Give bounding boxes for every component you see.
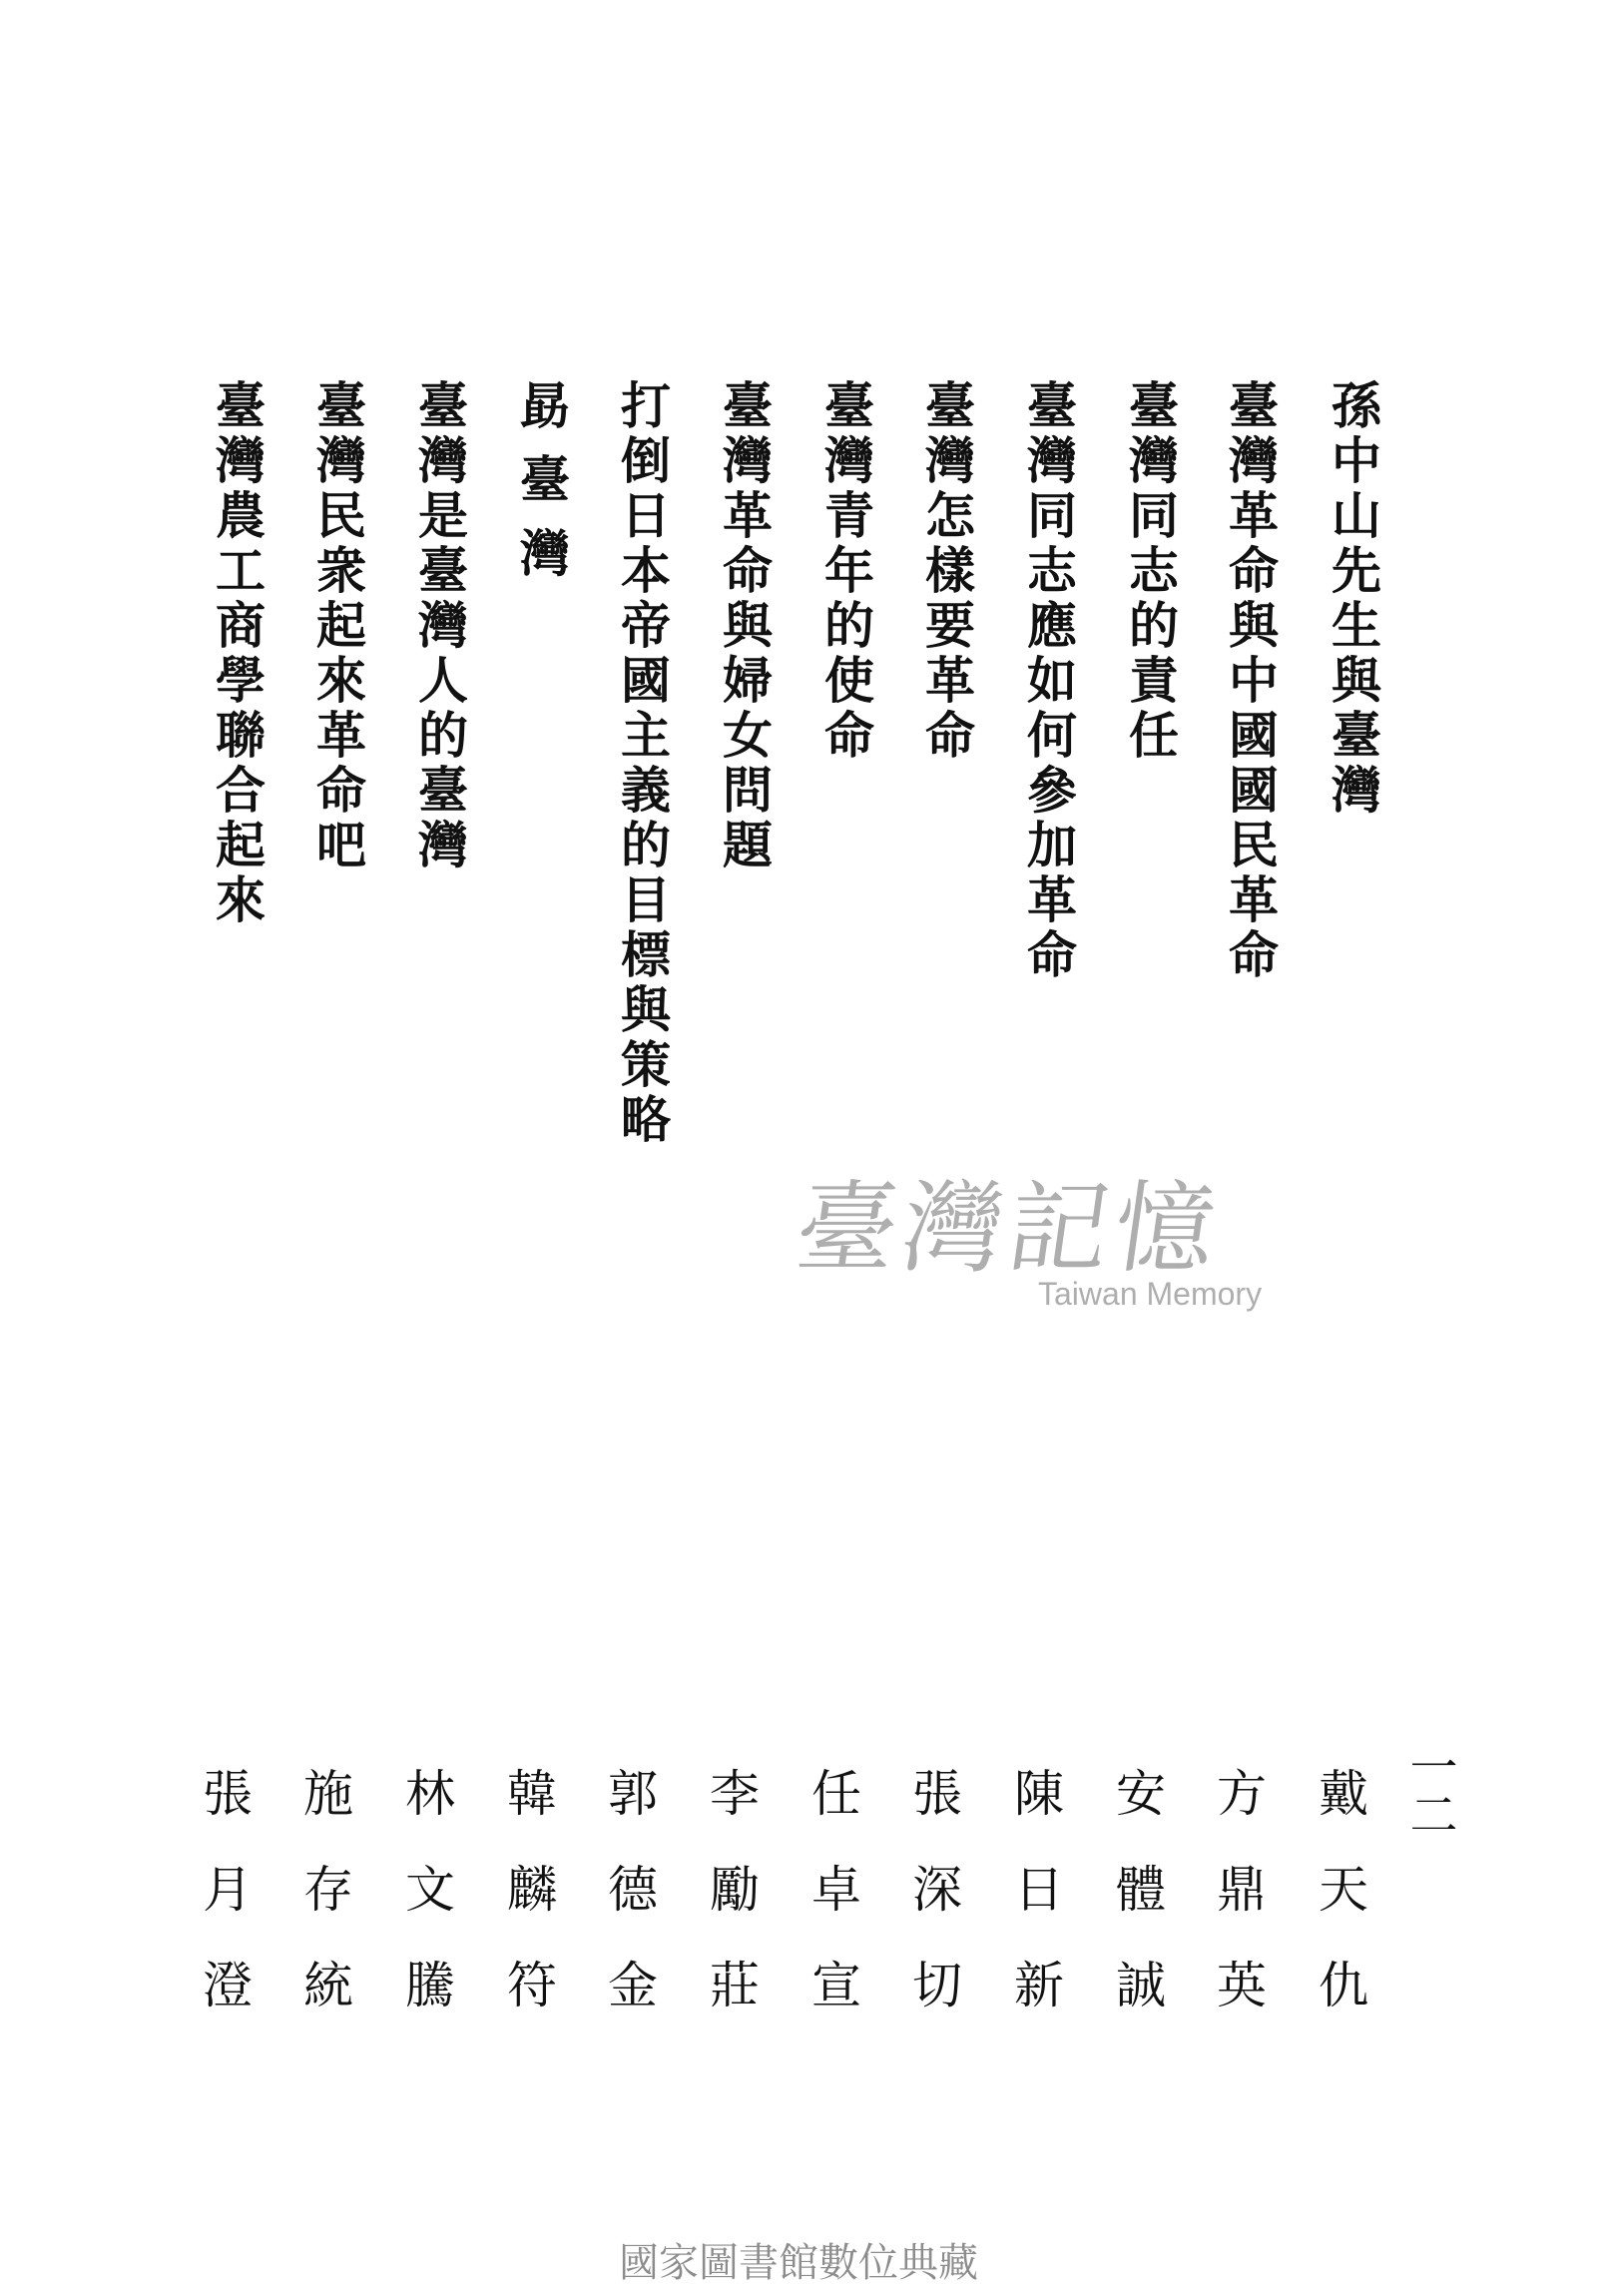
page-number: 一二 (1401, 1742, 1457, 1838)
toc-title-3: 臺灣同志的責任 (1121, 379, 1180, 764)
toc-author-1: 戴天仇 (1311, 1767, 1368, 2054)
toc-title-11: 臺灣民衆起來革命吧 (308, 379, 367, 873)
toc-author-11: 施存統 (295, 1767, 353, 2054)
toc-author-6: 任卓宣 (803, 1767, 861, 2054)
toc-title-7: 臺灣革命與婦女問題 (715, 379, 774, 873)
toc-author-3: 安體誠 (1108, 1767, 1166, 2054)
watermark-english: Taiwan Memory (1038, 1276, 1263, 1312)
toc-title-12: 臺灣農工商學聯合起來 (208, 379, 266, 928)
toc-title-4: 臺灣同志應如何參加革命 (1019, 379, 1078, 983)
taiwan-memory-watermark (789, 1148, 1298, 1328)
toc-author-7: 李勵莊 (702, 1767, 760, 2054)
toc-author-12: 張月澄 (195, 1767, 253, 2054)
toc-title-6: 臺灣青年的使命 (816, 379, 875, 764)
toc-title-2: 臺灣革命與中國國民革命 (1221, 379, 1280, 983)
toc-title-9: 勗臺灣 (512, 379, 571, 601)
toc-title-1: 孫中山先生與臺灣 (1324, 379, 1382, 819)
footer-credit: 國家圖書館數位典藏 (619, 2240, 978, 2286)
watermark-chinese: 臺灣記憶 (789, 1170, 1230, 1287)
toc-author-4: 陳日新 (1006, 1767, 1064, 2054)
toc-author-8: 郭德金 (600, 1767, 658, 2054)
toc-author-9: 韓麟符 (499, 1767, 557, 2054)
toc-author-10: 林文騰 (397, 1767, 455, 2054)
toc-title-5: 臺灣怎樣要革命 (917, 379, 976, 764)
toc-title-8: 打倒日本帝國主義的目標與策略 (613, 379, 672, 1148)
toc-title-10: 臺灣是臺灣人的臺灣 (410, 379, 469, 873)
toc-author-5: 張深切 (904, 1767, 962, 2054)
toc-author-2: 方鼎英 (1209, 1767, 1267, 2054)
